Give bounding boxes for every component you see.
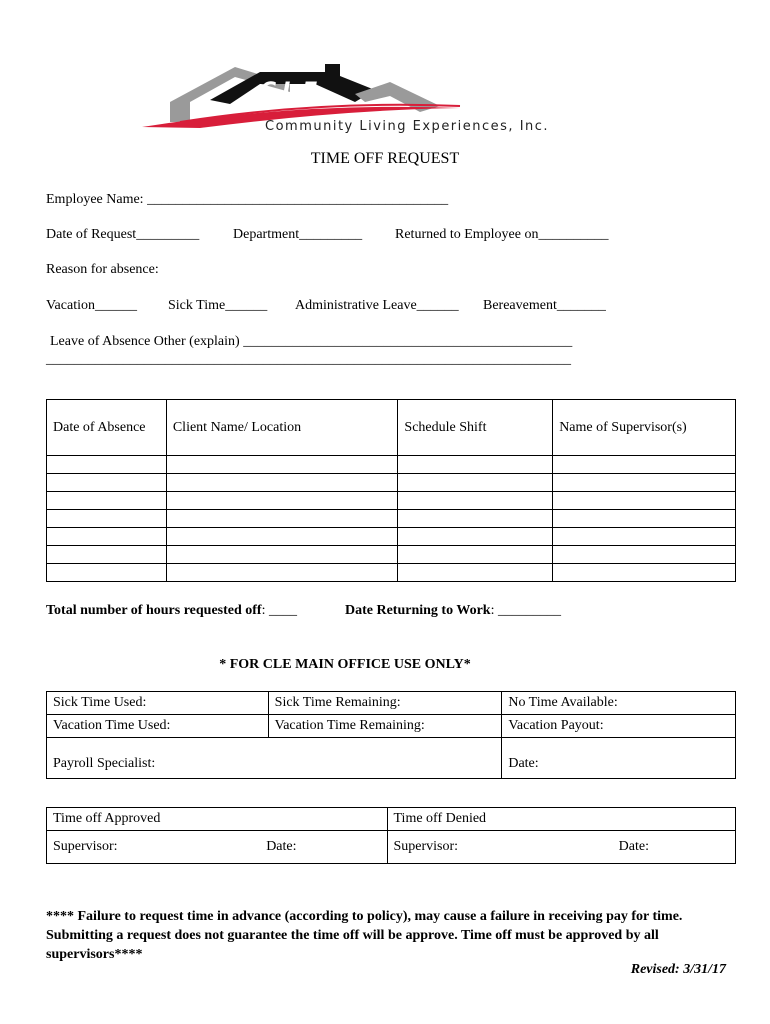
table-cell[interactable] (398, 510, 553, 528)
approved-supervisor[interactable]: Supervisor: (47, 831, 261, 864)
sick-time-remaining[interactable]: Sick Time Remaining: (268, 692, 502, 715)
table-cell[interactable] (166, 510, 398, 528)
revised-date: Revised: 3/31/17 (630, 962, 726, 977)
sick-time-used[interactable]: Sick Time Used: (47, 692, 269, 715)
payroll-specialist[interactable]: Payroll Specialist: (47, 738, 502, 779)
table-cell[interactable] (398, 528, 553, 546)
bereavement-field[interactable]: Bereavement_______ (483, 298, 606, 313)
logo-initials: CLE (260, 79, 324, 104)
vacation-payout[interactable]: Vacation Payout: (502, 715, 736, 738)
total-hours-blank[interactable]: : ____ (261, 603, 297, 618)
table-cell[interactable] (398, 546, 553, 564)
table-cell[interactable] (553, 528, 736, 546)
table-cell[interactable] (398, 474, 553, 492)
header-supervisor: Name of Supervisor(s) (553, 400, 736, 456)
office-use-heading: * FOR CLE MAIN OFFICE USE ONLY* (219, 657, 471, 672)
table-cell[interactable] (166, 456, 398, 474)
table-row (47, 564, 736, 582)
absence-table (46, 399, 736, 582)
date-returning-blank[interactable]: : _________ (490, 603, 561, 618)
logo-tagline: Community Living Experiences, Inc. (265, 119, 550, 134)
table-cell[interactable] (553, 546, 736, 564)
department-field[interactable]: Department_________ (233, 227, 363, 242)
table-cell[interactable] (166, 528, 398, 546)
table-cell[interactable] (398, 456, 553, 474)
table-cell[interactable] (553, 564, 736, 582)
table-row (47, 528, 736, 546)
vacation-field[interactable]: Vacation______ (46, 298, 137, 313)
approval-table (46, 807, 736, 864)
date-of-request-field[interactable]: Date of Request_________ (46, 227, 200, 242)
table-cell[interactable] (553, 474, 736, 492)
table-cell[interactable] (398, 492, 553, 510)
no-time-available[interactable]: No Time Available: (502, 692, 736, 715)
leave-other-line[interactable]: ___________________________________________________________________________ (46, 352, 571, 367)
table-row (47, 456, 736, 474)
table-cell[interactable] (166, 492, 398, 510)
policy-notice: **** Failure to request time in advance (according to policy), may cause a failure in receiving pay for time. Submitting a request does not guarantee the time off will be approve. Time off must be approved by all supervisors**** (46, 909, 683, 962)
vacation-time-used[interactable]: Vacation Time Used: (47, 715, 269, 738)
office-use-table (46, 691, 736, 779)
employee-name-field[interactable]: Employee Name: ___________________________________________ (46, 192, 449, 207)
denied-supervisor[interactable]: Supervisor: (387, 831, 613, 864)
company-logo (140, 62, 640, 142)
table-cell[interactable] (47, 546, 167, 564)
total-hours-label: Total number of hours requested off (46, 603, 262, 618)
header-client-location: Client Name/ Location (166, 400, 398, 456)
house-logo-icon (140, 62, 640, 142)
total-hours-field[interactable] (46, 603, 297, 619)
table-cell[interactable] (47, 528, 167, 546)
table-cell[interactable] (166, 564, 398, 582)
table-cell[interactable] (166, 546, 398, 564)
table-row (47, 546, 736, 564)
table-cell[interactable] (553, 456, 736, 474)
time-off-denied[interactable]: Time off Denied (387, 808, 736, 831)
approved-date[interactable]: Date: (260, 831, 387, 864)
table-row (47, 492, 736, 510)
table-cell[interactable] (47, 510, 167, 528)
date-returning-field[interactable] (345, 603, 561, 619)
table-cell[interactable] (47, 564, 167, 582)
reason-label: Reason for absence: (46, 262, 159, 277)
page-title: TIME OFF REQUEST (310, 150, 460, 167)
table-cell[interactable] (398, 564, 553, 582)
table-cell[interactable] (47, 456, 167, 474)
table-row (47, 474, 736, 492)
table-cell[interactable] (47, 474, 167, 492)
payroll-date[interactable]: Date: (502, 738, 736, 779)
vacation-time-remaining[interactable]: Vacation Time Remaining: (268, 715, 502, 738)
time-off-approved[interactable]: Time off Approved (47, 808, 388, 831)
sick-time-field[interactable]: Sick Time______ (168, 298, 268, 313)
denied-date[interactable]: Date: (613, 831, 736, 864)
returned-to-field[interactable]: Returned to Employee on__________ (395, 227, 609, 242)
table-cell[interactable] (47, 492, 167, 510)
date-returning-label: Date Returning to Work (345, 603, 491, 618)
table-cell[interactable] (166, 474, 398, 492)
table-cell[interactable] (553, 492, 736, 510)
header-date-of-absence: Date of Absence (47, 400, 167, 456)
administrative-leave-field[interactable]: Administrative Leave______ (295, 298, 459, 313)
table-row (47, 510, 736, 528)
table-cell[interactable] (553, 510, 736, 528)
leave-other-field[interactable]: Leave of Absence Other (explain) _______________________________________________ (50, 334, 573, 349)
header-schedule-shift: Schedule Shift (398, 400, 553, 456)
